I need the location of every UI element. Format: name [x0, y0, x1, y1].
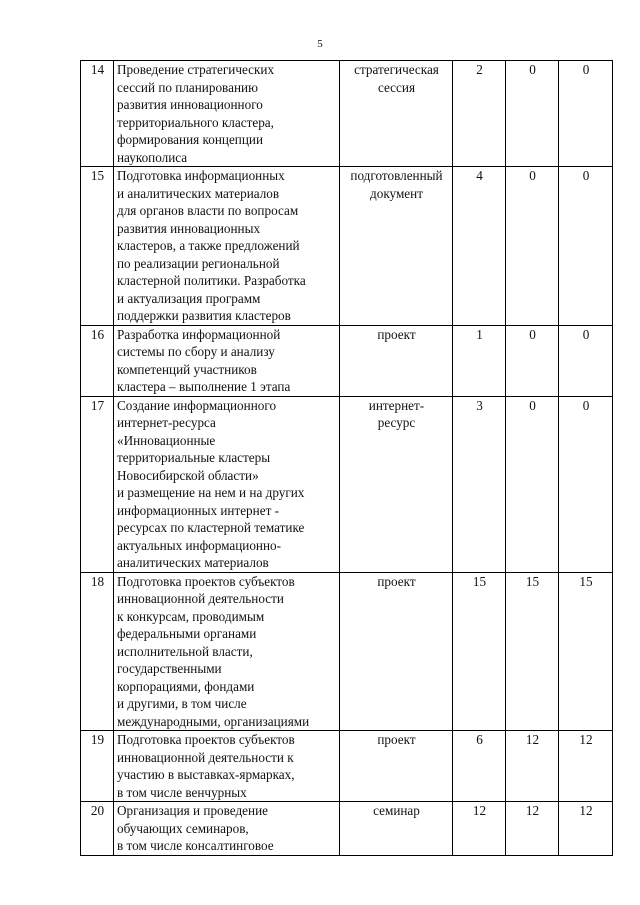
unit-cell — [340, 167, 453, 326]
table-row — [81, 731, 613, 802]
measure-name-line: исполнительной власти, — [117, 643, 253, 659]
value-cell-2: 15 — [506, 572, 559, 731]
value-cell-2: 12 — [506, 731, 559, 802]
unit-cell — [340, 325, 453, 396]
measures-table — [80, 60, 613, 856]
measure-name-line: Создание информационного — [117, 397, 277, 413]
measure-name-line: в том числе венчурных — [117, 784, 247, 800]
measure-name-cell — [114, 396, 340, 572]
measure-name-line: сессий по планированию — [117, 79, 258, 95]
measure-name-line: обучающих семинаров, — [117, 820, 249, 836]
measure-name-cell — [114, 731, 340, 802]
value-cell-2: 0 — [506, 61, 559, 167]
measure-name-cell — [114, 167, 340, 326]
unit-cell — [340, 396, 453, 572]
measure-name-line: ресурсах по кластерной тематике — [117, 520, 305, 535]
value-cell-1: 4 — [453, 167, 506, 326]
measure-name-line: корпорациями, фондами — [117, 678, 255, 694]
page-number: 5 — [317, 38, 323, 50]
measure-name-line: территориальные кластеры — [117, 450, 271, 465]
measure-name-line: развития инновационного — [117, 97, 263, 112]
measure-name-line: аналитических материалов — [117, 555, 269, 570]
measure-name-line: международными, организациями — [117, 713, 310, 729]
unit-line: проект — [377, 573, 416, 589]
measure-name-line: формирования концепции — [117, 132, 264, 147]
measure-name-line: Организация и проведение — [117, 803, 268, 818]
value-cell-1: 15 — [453, 572, 506, 731]
measure-name-cell — [114, 325, 340, 396]
measure-name-line: Подготовка проектов субъектов — [117, 732, 295, 747]
row-number-cell: 19 — [81, 731, 114, 802]
table-row — [81, 396, 613, 572]
measure-name-line: Разработка информационной — [117, 326, 281, 342]
measure-name-line: государственными — [117, 661, 222, 676]
unit-cell — [340, 802, 453, 856]
measure-name-line: кластерной политики. Разработка — [117, 273, 306, 288]
unit-line: интернет- — [368, 397, 425, 413]
row-number-cell: 14 — [81, 61, 114, 167]
table-row — [81, 802, 613, 856]
value-cell-1: 3 — [453, 396, 506, 572]
value-cell-3: 12 — [559, 731, 613, 802]
measure-name-line: инновационной деятельности к — [117, 749, 294, 765]
measure-name-line: компетенций участников — [117, 361, 257, 377]
unit-line: ресурс — [377, 415, 416, 430]
measure-name-cell — [114, 802, 340, 856]
measure-name-line: Подготовка проектов субъектов — [117, 573, 295, 589]
measure-name-line: «Инновационные — [117, 432, 216, 448]
measure-name-line: инновационной деятельности — [117, 591, 284, 606]
measure-name-line: и аналитических материалов — [117, 185, 280, 201]
measure-name-line: актуальных информационно- — [117, 537, 282, 553]
value-cell-2: 12 — [506, 802, 559, 856]
table-row — [81, 572, 613, 731]
unit-line: проект — [377, 732, 416, 747]
measure-name-line: поддержки развития кластеров — [117, 308, 291, 323]
measure-name-line: наукополиса — [117, 149, 188, 165]
measure-name-line: кластеров, а также предложений — [117, 238, 300, 253]
measure-name-line: и актуализация программ — [117, 290, 261, 306]
measure-name-line: развития инновационных — [117, 220, 261, 236]
value-cell-1: 12 — [453, 802, 506, 856]
table-row — [81, 167, 613, 326]
value-cell-2: 0 — [506, 396, 559, 572]
unit-line: семинар — [373, 803, 420, 818]
row-number-cell: 20 — [81, 802, 114, 856]
table-row — [81, 325, 613, 396]
row-number-cell: 15 — [81, 167, 114, 326]
unit-cell — [340, 61, 453, 167]
measure-name-cell — [114, 572, 340, 731]
measure-name-line: по реализации региональной — [117, 255, 280, 271]
table-row — [81, 61, 613, 167]
value-cell-3: 15 — [559, 572, 613, 731]
value-cell-3: 0 — [559, 61, 613, 167]
measure-name-line: и другими, в том числе — [117, 696, 247, 711]
measure-name-line: для органов власти по вопросам — [117, 203, 299, 218]
measure-name-line: в том числе консалтинговое — [117, 838, 274, 853]
measure-name-line: системы по сбору и анализу — [117, 344, 275, 359]
value-cell-3: 0 — [559, 396, 613, 572]
measure-name-line: федеральными органами — [117, 626, 257, 641]
value-cell-3: 0 — [559, 167, 613, 326]
unit-line: проект — [377, 326, 416, 342]
value-cell-3: 12 — [559, 802, 613, 856]
measure-name-line: и размещение на нем и на других — [117, 485, 305, 500]
unit-line: подготовленный — [350, 168, 443, 183]
row-number-cell: 16 — [81, 325, 114, 396]
value-cell-1: 2 — [453, 61, 506, 167]
value-cell-1: 1 — [453, 325, 506, 396]
row-number-cell: 17 — [81, 396, 114, 572]
measure-name-line: Проведение стратегических — [117, 62, 275, 77]
unit-line: стратегическая — [354, 62, 439, 77]
unit-line: документ — [370, 185, 423, 201]
measure-name-line: интернет-ресурса — [117, 415, 216, 430]
measure-name-line: территориального кластера, — [117, 114, 274, 130]
table-body — [81, 61, 613, 856]
measure-name-line: участию в выставках-ярмарках, — [117, 767, 295, 782]
measure-name-cell — [114, 61, 340, 167]
row-number-cell: 18 — [81, 572, 114, 731]
value-cell-2: 0 — [506, 167, 559, 326]
value-cell-1: 6 — [453, 731, 506, 802]
unit-line: сессия — [377, 79, 416, 95]
unit-cell — [340, 572, 453, 731]
value-cell-2: 0 — [506, 325, 559, 396]
measure-name-line: Подготовка информационных — [117, 168, 285, 183]
measure-name-line: Новосибирской области» — [117, 467, 259, 483]
unit-cell — [340, 731, 453, 802]
value-cell-3: 0 — [559, 325, 613, 396]
measure-name-line: кластера – выполнение 1 этапа — [117, 379, 291, 394]
measure-name-line: к конкурсам, проводимым — [117, 608, 265, 624]
measure-name-line: информационных интернет - — [117, 502, 280, 518]
